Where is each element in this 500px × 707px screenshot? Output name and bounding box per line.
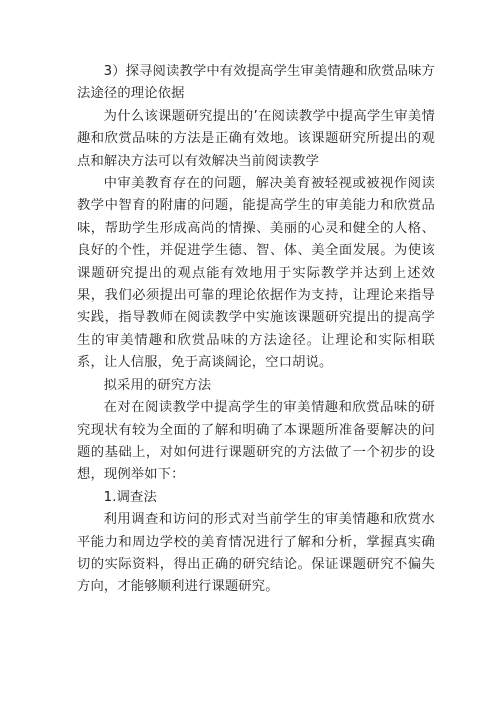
heading-survey-method: 1.调查法 xyxy=(103,489,157,505)
paragraph-survey-method: 利用调查和访问的形式对当前学生的审美情趣和欣赏水平能力和周边学校的美育情况进行了解和分析，掌握真实确切的实际资料，得出正确的研究结论。保证课题研究不偏失方向，才能够顺利进行课题研究。 xyxy=(77,512,435,595)
paragraph-theory-intro: 为什么该课题研究提出的’在阅读教学中提高学生审美情趣和欣赏品味的方法是正确有效地。该课题研究所提出的观点和解决方法可以有效解决当前阅读教学 xyxy=(77,108,435,169)
document-body xyxy=(77,61,435,599)
paragraph-theory-detail: 中审美教育存在的问题，解决美育被轻视或被视作阅读教学中智育的附庸的问题，能提高学生的审美能力和欣赏品味，帮助学生形成高尚的情操、美丽的心灵和健全的人格、良好的个性，并促进学生德、智、体、美全面发展。为使该课题研究提出的观点能有效地用于实际教学并达到上述效果，我们必须提出可靠的理论依据作为支持，让理论来指导实践，指导教师在阅读教学中实施该课题研究提出的提高学生的审美情趣和欣赏品味的方法途径。让理论和实际相联系，让人信服，免于高谈阔论，空口胡说。 xyxy=(77,176,435,371)
paragraph-methods-intro: 在对在阅读教学中提高学生的审美情趣和欣赏品味的研究现状有较为全面的了解和明确了本课题所准备要解决的问题的基础上，对如何进行课题研究的方法做了一个初步的设想，现例举如下： xyxy=(77,400,435,483)
heading-research-methods: 拟采用的研究方法 xyxy=(103,377,212,393)
heading-theory-basis: 3）探寻阅读教学中有效提高学生审美情趣和欣赏品味方法途径的理论依据 xyxy=(77,64,435,102)
